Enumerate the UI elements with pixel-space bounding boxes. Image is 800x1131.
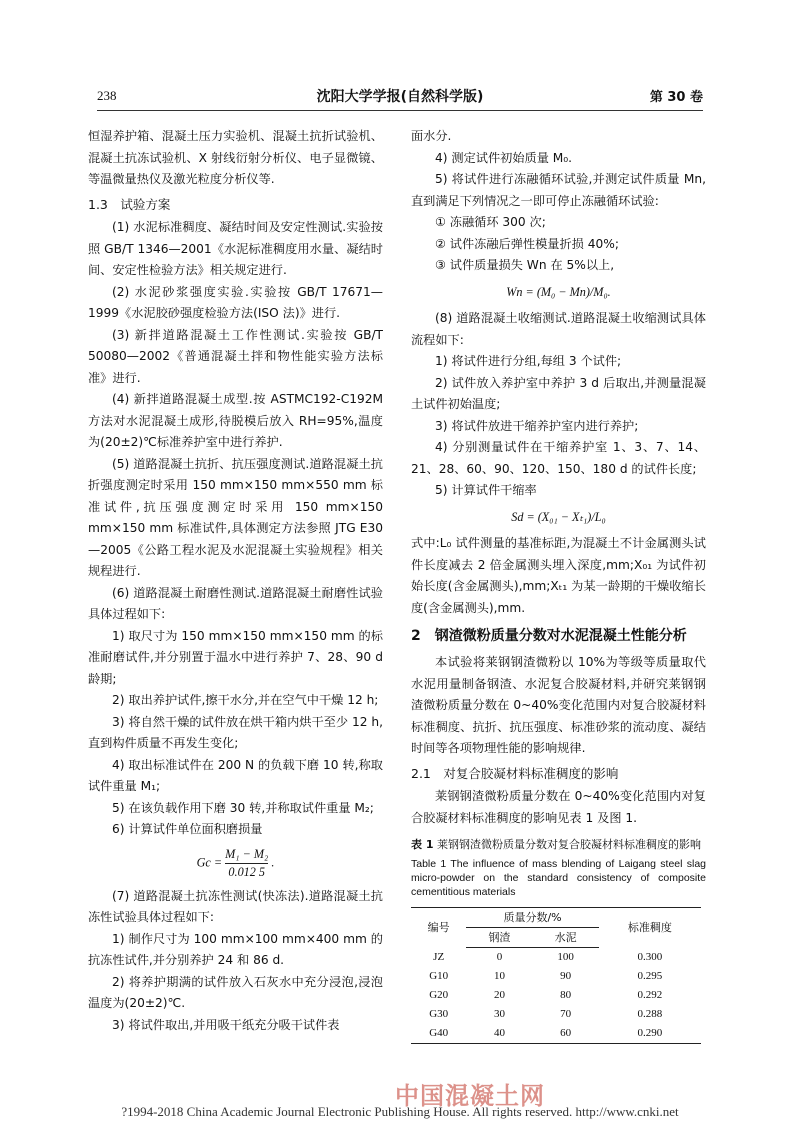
- table-cell: G20: [429, 989, 449, 1001]
- wear-formula: [88, 846, 383, 881]
- list-item: 3) 将试件放进干缩养护室内进行养护;: [435, 418, 639, 433]
- table-header: 水泥: [533, 928, 599, 948]
- table-cell: 30: [493, 1008, 505, 1020]
- paragraph: (1) 水泥标准稠度、凝结时间及安定性测试.实验按照 GB/T 1346—2001《水泥标准稠度用水量、凝结时间、安定性检验方法》相关规定进行.: [88, 220, 383, 277]
- table-cell: JZ: [433, 950, 445, 963]
- data-table: [411, 907, 701, 1044]
- formula-fraction: [225, 846, 268, 881]
- formula-lhs: Gc =: [196, 854, 223, 869]
- table-cell: 0.300: [637, 950, 663, 963]
- journal-title: 沈阳大学学报(自然科学版): [316, 89, 484, 105]
- list-item: 2) 将养护期满的试件放入石灰水中充分浸泡,浸泡温度为(20±2)℃.: [88, 974, 383, 1010]
- list-item: 2) 取出养护试件,擦干水分,并在空气中干燥 12 h;: [112, 693, 379, 707]
- shrinkage-formula: Sd = (X₀₁ − Xₜ₁)/L₀: [511, 509, 606, 524]
- table-caption-en-text: The influence of mass blending of Laigang steel slag micro-powder on the standard consistency of composite cementitious materials: [411, 858, 707, 898]
- mass-loss-formula: Wn = (M₀ − Mn)/M₀.: [506, 284, 611, 299]
- table-cell: 0: [496, 951, 503, 963]
- section-heading: 1.3 试验方案: [88, 196, 171, 212]
- table-row: [411, 948, 701, 968]
- paragraph: (2) 水泥砂浆强度实验.实验按 GB/T 17671—1999《水泥胶砂强度检验方法(ISO 法)》进行.: [88, 284, 383, 320]
- list-item: 3) 将自然干燥的试件放在烘干箱内烘干至少 12 h,直到构件质量不再发生变化;: [88, 714, 383, 750]
- paragraph: (5) 道路混凝土抗折、抗压强度测试.道路混凝土抗折强度测定时采用 150 mm×150 mm×550 mm 标准试件,抗压强度测定时采用 150 mm×150 mm×150 mm 标准试件,具体测定方法参照 JTG E30—2005《公路工程水泥及水泥混凝土实验规程》相关规程进行.: [88, 456, 383, 578]
- list-item: ② 试件冻融后弹性模量折损 40%;: [435, 236, 619, 251]
- formula-denominator: 0.012 5: [228, 864, 265, 879]
- table-cell: 100: [557, 951, 574, 963]
- list-item: 1) 将试件进行分组,每组 3 个试件;: [435, 354, 622, 368]
- right-column: [411, 126, 706, 1044]
- section-heading: 2 钢渣微粉质量分数对水泥混凝土性能分析: [411, 628, 687, 644]
- paragraph: 莱钢钢渣微粉质量分数在 0~40%变化范围内对复合胶凝材料标准稠度的影响见表 1 及图 1.: [411, 789, 706, 825]
- list-item: 4) 分别测量试件在干缩养护室 1、3、7、14、21、28、60、90、120、150、180 d 的试件长度;: [411, 440, 706, 476]
- table-row: [411, 1005, 701, 1024]
- table-caption-text: 莱钢钢渣微粉质量分数对复合胶凝材料标准稠度的影响: [436, 838, 701, 851]
- watermark: 中国混凝土网: [395, 1082, 545, 1110]
- list-item: 5) 将试件进行冻融循环试验,并测定试件质量 Mn,直到满足下列情况之一即可停止冻融循环试验:: [411, 172, 706, 208]
- list-item: 5) 在该负载作用下磨 30 转,并称取试件重量 M₂;: [112, 800, 374, 815]
- left-column: [88, 126, 383, 1036]
- table-cell: G30: [429, 1008, 449, 1020]
- subsection-heading: 2.1 对复合胶凝材料标准稠度的影响: [411, 765, 619, 781]
- table-cell: 40: [466, 1024, 532, 1044]
- formula-tail: .: [271, 854, 275, 869]
- table-row: [411, 967, 701, 986]
- table-cell: 70: [560, 1008, 572, 1020]
- table-cell: 0.288: [637, 1008, 663, 1020]
- paragraph: 式中:L₀ 试件测量的基准标距,为混凝土不计金属测头试件长度减去 2 倍金属测头埋入深度,mm;X₀₁ 为试件初始长度(含金属测头),mm;Xₜ₁ 为某一龄期的干燥收缩长度(含金属测头),mm.: [411, 536, 706, 615]
- volume-label: 第 30 卷: [649, 90, 703, 105]
- table-cell: 0.292: [637, 989, 663, 1001]
- table-header: 质量分数/%: [466, 908, 598, 928]
- paragraph: (3) 新拌道路混凝土工作性测试.实验按 GB/T 50080—2002《普通混凝土拌和物性能实验方法标准》进行.: [88, 327, 383, 385]
- table-row: [411, 1024, 701, 1044]
- paragraph: (8) 道路混凝土收缩测试.道路混凝土收缩测试具体流程如下:: [411, 311, 706, 347]
- list-item: 6) 计算试件单位面积磨损量: [112, 822, 263, 836]
- table-cell: 20: [493, 989, 505, 1001]
- table-cell: 0.295: [637, 970, 663, 982]
- list-item: 4) 测定试件初始质量 M₀.: [435, 150, 573, 165]
- table-header: 钢渣: [466, 928, 532, 948]
- list-item: ① 冻融循环 300 次;: [435, 215, 546, 229]
- paragraph: (6) 道路混凝土耐磨性测试.道路混凝土耐磨性试验具体过程如下:: [88, 585, 383, 621]
- table-cell: G40: [411, 1024, 466, 1044]
- paragraph: 面水分.: [411, 129, 452, 143]
- paragraph: (4) 新拌道路混凝土成型.按 ASTMC192-C192M 方法对水泥混凝土成形,待脱模后放入 RH=95%,温度为(20±2)℃标准养护室中进行养护.: [88, 392, 383, 449]
- paragraph: 恒湿养护箱、混凝土压力实验机、混凝土抗折试验机、混凝土抗冻试验机、X 射线衍射分析仪、电子显微镜、等温微量热仪及激光粒度分析仪等.: [88, 129, 383, 186]
- page-header: [97, 86, 703, 111]
- formula-numerator: M₁ − M₂: [225, 846, 268, 864]
- table-row: [411, 986, 701, 1005]
- table-header: 编号: [411, 908, 466, 948]
- list-item: 1) 取尺寸为 150 mm×150 mm×150 mm 的标准耐磨试件,并分别置于温水中进行养护 7、28、90 d 龄期;: [88, 628, 383, 686]
- list-item: ③ 试件质量损失 Wn 在 5%以上,: [435, 258, 615, 272]
- copyright-footer: ?1994-2018 China Academic Journal Electronic Publishing House. All rights reserved. http://www.cnki.net: [121, 1104, 679, 1119]
- table-cell: 60: [533, 1024, 599, 1044]
- table-caption-en: [411, 857, 706, 899]
- list-item: 2) 试件放入养护室中养护 3 d 后取出,并测量混凝土试件初始温度;: [411, 375, 706, 411]
- list-item: 4) 取出标准试件在 200 N 的负载下磨 10 转,称取试件重量 M₁;: [88, 757, 383, 793]
- paragraph: 本试验将莱钢钢渣微粉以 10%为等级等质量取代水泥用量制备钢渣、水泥复合胶凝材料,并研究莱钢钢渣微粉质量分数在 0~40%变化范围内对复合胶凝材料标准稠度、抗折、抗压强度、标准砂浆的流动度、凝结时间等各项物理性能的影响规律.: [411, 655, 706, 755]
- page-number: 238: [97, 88, 117, 103]
- list-item: 5) 计算试件干缩率: [435, 483, 537, 497]
- table-cell: 90: [560, 970, 572, 982]
- table-cell: 10: [493, 970, 505, 982]
- table-caption-en-label: Table 1: [411, 858, 447, 870]
- table-cell: 0.290: [599, 1024, 701, 1044]
- list-item: 3) 将试件取出,并用吸干纸充分吸干试件表: [112, 1017, 340, 1032]
- table-cell: G10: [429, 970, 449, 982]
- table-header: 标准稠度: [599, 908, 701, 948]
- table-cell: 80: [560, 989, 572, 1001]
- table-caption-label: 表 1: [411, 838, 434, 851]
- table-caption: [411, 837, 706, 853]
- list-item: 1) 制作尺寸为 100 mm×100 mm×400 mm 的抗冻性试件,并分别养护 24 和 86 d.: [88, 931, 383, 967]
- paragraph: (7) 道路混凝土抗冻性测试(快冻法).道路混凝土抗冻性试验具体过程如下:: [88, 888, 383, 924]
